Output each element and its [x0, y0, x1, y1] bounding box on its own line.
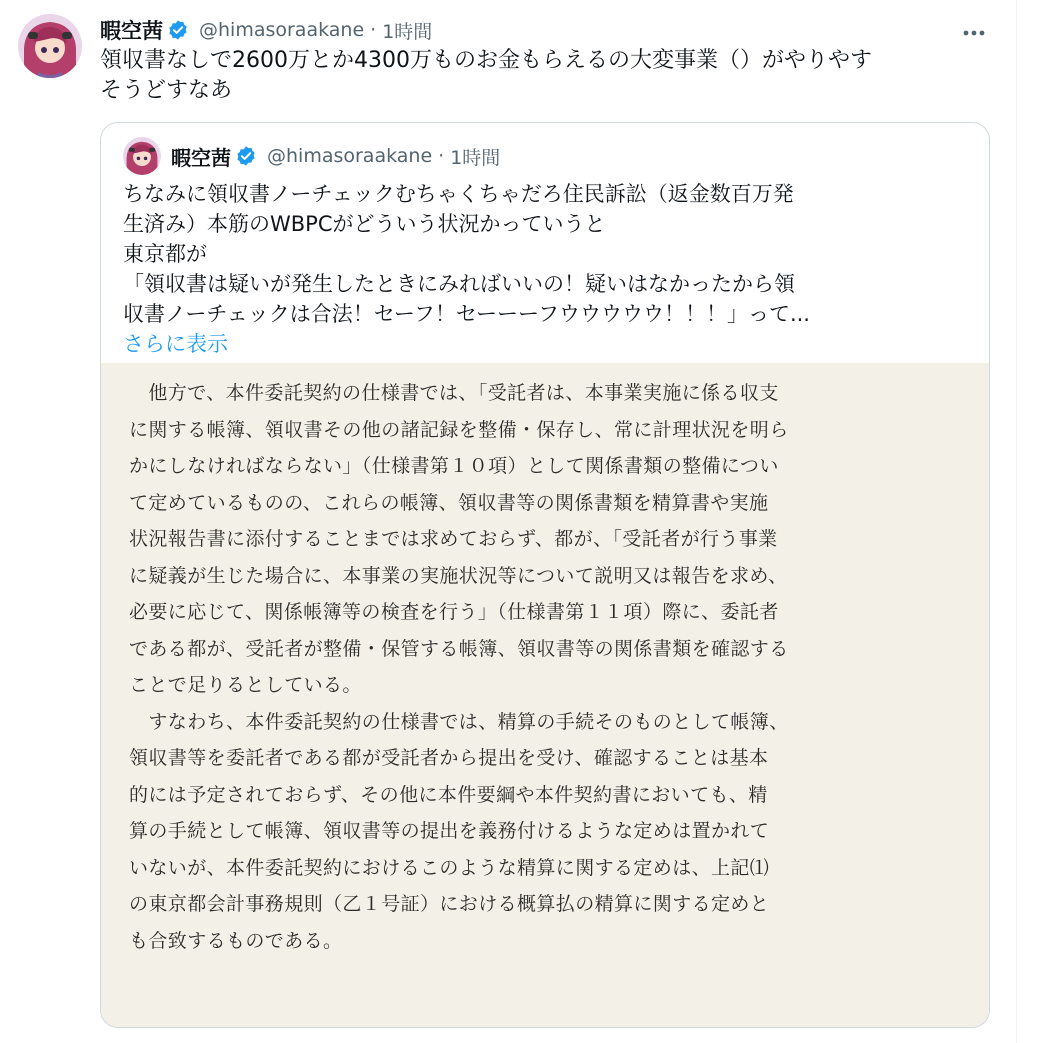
document-line: である都が、受託者が整備・保管する帳簿、領収書等の関係書類を確認する [129, 637, 789, 660]
document-line: 状況報告書に添付することまでは求めておらず、都が、「受託者が行う事業 [129, 528, 778, 550]
document-line: すなわち、本件委託契約の仕様書では、精算の手続そのものとして帳簿、 [129, 710, 789, 733]
quoted-avatar [123, 137, 161, 175]
column-divider [1016, 0, 1017, 1043]
document-line: に疑義が生じた場合に、本事業の実施状況等について説明又は報告を求め、 [129, 564, 788, 587]
quoted-author-name: 暇空茜 [171, 145, 231, 170]
more-horizontal-icon [963, 21, 985, 40]
show-more-link[interactable]: さらに表示 [123, 332, 228, 356]
more-options-button[interactable] [956, 16, 992, 44]
document-line: 的には予定されておらず、その他に本件要綱や本件契約書においても、精 [129, 783, 768, 806]
header-separator: · [370, 19, 377, 41]
tweet-text-line: 領収書なしで2600万とか4300万ものお金もらえるの大変事業（）がやりやす [100, 48, 872, 73]
quoted-text-line: 生済み）本筋のWBPCがどういう状況かっていうと [123, 212, 606, 236]
tweet-header [100, 14, 432, 46]
document-line: 領収書等を委託者である都が受託者から提出を受け、確認することは基本 [129, 747, 769, 769]
attached-document-image[interactable] [101, 363, 989, 1027]
quoted-text-line: ちなみに領収書ノーチェックむちゃくちゃだろ住民訴訟（返金数百万発 [123, 182, 794, 206]
author-name[interactable]: 暇空茜 [100, 19, 163, 43]
timestamp[interactable]: 1時間 [382, 20, 433, 43]
quoted-header-separator: · [438, 145, 445, 167]
document-line: 必要に応じて、関係帳簿等の検査を行う」（仕様書第１１項）際に、委託者 [129, 601, 779, 623]
author-handle[interactable]: @himasoraakane [199, 19, 365, 41]
quoted-text-line: 「領収書は疑いが発生したときにみればいいの！疑いはなかったから領 [123, 272, 795, 296]
quoted-tweet-header [123, 141, 500, 171]
document-line: 算の手続として帳簿、領収書等の提出を義務付けるような定めは置かれて [129, 820, 770, 842]
document-text [129, 375, 969, 959]
document-line: に関する帳簿、領収書その他の諸記録を整備・保存し、常に計理状況を明ら [129, 418, 789, 441]
verified-badge-icon [167, 19, 189, 41]
document-line: の東京都会計事務規則（乙１号証）における概算払の精算に関する定めと [129, 893, 770, 915]
document-line: ことで足りるとしている。 [129, 674, 362, 696]
document-line: 他方で、本件委託契約の仕様書では、「受託者は、本事業実施に係る収支 [129, 382, 779, 404]
quoted-author-handle: @himasoraakane [267, 145, 433, 167]
document-line: て定めているものの、これらの帳簿、領収書等の関係書類を精算書や実施 [129, 491, 769, 514]
verified-badge-icon [235, 145, 257, 167]
tweet-text [100, 46, 1000, 106]
document-line: かにしなければならない」（仕様書第１０項）として関係書類の整備につい [129, 455, 779, 477]
document-line: も合致するものである。 [129, 929, 343, 952]
quoted-timestamp: 1時間 [450, 146, 501, 169]
quoted-text-line: 東京都が [123, 242, 207, 266]
document-line: いないが、本件委託契約におけるこのような精算に関する定めは、上記⑴ [129, 856, 770, 879]
tweet-text-line: そうどすなあ [100, 78, 233, 103]
avatar[interactable] [18, 14, 82, 78]
quoted-tweet[interactable] [100, 122, 990, 1028]
quoted-text-line: 収書ノーチェックは合法！セーフ！セーーーフウウウウウ！！！」って... [123, 302, 810, 326]
quoted-tweet-text [123, 179, 969, 359]
